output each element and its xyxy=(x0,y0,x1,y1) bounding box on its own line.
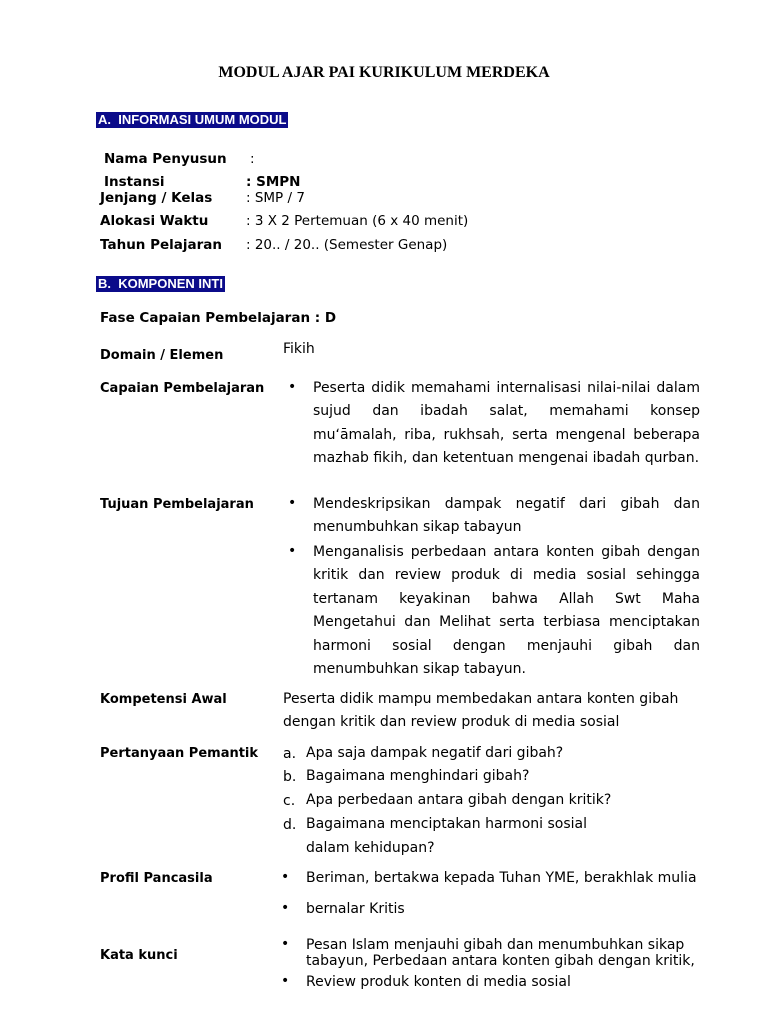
pertanyaan-letter-b: b. xyxy=(283,769,297,785)
tujuan-item-1: Mendeskripsikan dampak negatif dari gibah dan menumbuhkan sikap tabayun xyxy=(313,496,700,536)
info-value-alokasi: : 3 X 2 Pertemuan (6 x 40 menit) xyxy=(246,213,469,229)
info-label-alokasi: Alokasi Waktu xyxy=(100,213,209,229)
profil-bullet-1: • xyxy=(281,869,290,885)
section-b-heading: B. KOMPONEN INTI xyxy=(98,276,223,291)
capaian-bullet: • xyxy=(288,379,297,395)
fase-label: Fase Capaian Pembelajaran : D xyxy=(100,310,337,326)
kompetensi-value: Peserta didik mampu membedakan antara konten gibah dengan kritik dan review produk di media sosial xyxy=(283,691,679,731)
pertanyaan-item-d-continuation: dalam kehidupan? xyxy=(306,840,435,856)
clipped-row-1-label: Nama Penyusun xyxy=(104,151,227,167)
info-label-tahun: Tahun Pelajaran xyxy=(100,237,223,253)
profil-item-2: bernalar Kritis xyxy=(306,901,405,917)
pertanyaan-item-c: Apa perbedaan antara gibah dengan kritik? xyxy=(306,792,612,808)
info-value-tahun: : 20.. / 20.. (Semester Genap) xyxy=(246,237,448,253)
pertanyaan-item-a: Apa saja dampak negatif dari gibah? xyxy=(306,745,564,761)
tujuan-bullet-1: • xyxy=(288,495,297,511)
clipped-row-2 xyxy=(100,174,400,190)
pertanyaan-item-d: Bagaimana menciptakan harmoni sosial xyxy=(306,816,587,832)
kata-kunci-item-1: Pesan Islam menjauhi gibah dan menumbuhkan sikap tabayun, Perbedaan antara konten gibah dengan kritik, xyxy=(306,937,695,969)
tujuan-label: Tujuan Pembelajaran xyxy=(100,497,254,512)
info-value-jenjang: : SMP / 7 xyxy=(246,190,305,206)
kata-kunci-item-2: Review produk konten di media sosial xyxy=(306,974,571,990)
section-a-heading: A. INFORMASI UMUM MODUL xyxy=(98,112,287,127)
clipped-row-2-value: : SMPN xyxy=(246,174,301,190)
domain-label: Domain / Elemen xyxy=(100,348,224,363)
kata-kunci-bullet-1: • xyxy=(281,936,290,952)
clipped-row-1 xyxy=(100,151,400,167)
kata-kunci-bullet-2: • xyxy=(281,973,290,989)
profil-label: Profil Pancasila xyxy=(100,871,213,886)
tujuan-bullet-2: • xyxy=(288,543,297,559)
clipped-row-2-label: Instansi xyxy=(104,174,165,190)
domain-value: Fikih xyxy=(283,341,315,357)
pertanyaan-item-b: Bagaimana menghindari gibah? xyxy=(306,768,530,784)
pertanyaan-letter-a: a. xyxy=(283,746,297,762)
kompetensi-label: Kompetensi Awal xyxy=(100,692,227,707)
pertanyaan-letter-d: d. xyxy=(283,817,297,833)
capaian-item: Peserta didik memahami internalisasi nilai-nilai dalam sujud dan ibadah salat, memahami konsep muʻāmalah, riba, rukhsah, serta mengenal beberapa mazhab fikih, dan ketentuan mengenai ibadah qurban. xyxy=(313,380,700,467)
profil-item-1: Beriman, bertakwa kepada Tuhan YME, berakhlak mulia xyxy=(306,870,697,886)
tujuan-item-2: Menganalisis perbedaan antara konten gibah dengan kritik dan review produk di media sosial sehingga tertanam keyakinan bahwa Allah Swt Maha Mengetahui dan Melihat serta terbiasa menciptakan harmoni sosial dengan menjauhi gibah dan menumbuhkan sikap tabayun. xyxy=(313,544,700,678)
pertanyaan-label: Pertanyaan Pemantik xyxy=(100,746,259,761)
clipped-row-1-value: : xyxy=(250,151,255,167)
info-label-jenjang: Jenjang / Kelas xyxy=(100,190,213,206)
profil-bullet-2: • xyxy=(281,900,290,916)
document-title: MODUL AJAR PAI KURIKULUM MERDEKA xyxy=(218,64,550,81)
kata-kunci-label: Kata kunci xyxy=(100,948,178,963)
capaian-label: Capaian Pembelajaran xyxy=(100,381,265,396)
pertanyaan-letter-c: c. xyxy=(283,793,296,809)
